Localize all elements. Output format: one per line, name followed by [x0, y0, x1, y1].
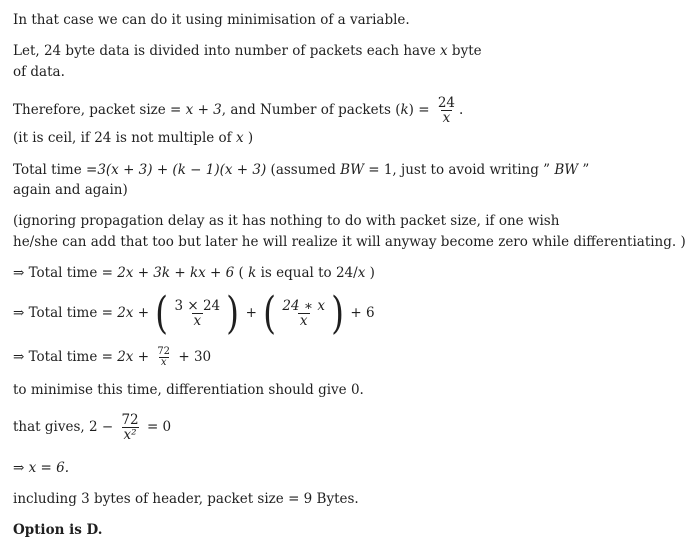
packets-fraction: $\frac{24}{x}$	[437, 94, 456, 126]
total-time-step-1: ⇒ Total time = 2x + 3k + kx + 6 ( k is equal to 24/x )	[13, 265, 375, 281]
minimise-text: to minimise this time, differentiation should give 0.	[13, 382, 364, 398]
fraction-72-over-x-squared: $\frac{72}{\text{x²}}$	[121, 411, 139, 443]
intro-text: In that case we can do it using minimisation of a variable.	[13, 12, 410, 28]
propagation-note-continued: he/she can add that too but later he will realize it will anyway become zero while differentiating. )	[13, 234, 686, 250]
final-answer: Option is D.	[13, 522, 103, 538]
derivative-equation: that gives, 2 − $\frac{72}{\text{x²}}$ = 0	[13, 411, 172, 443]
fraction-3x24-over-x: $\frac{3 \times 24}{x}$	[174, 297, 221, 329]
packet-size-formula: Therefore, packet size = x + 3, and Number of packets (k) = $\frac{24}{x}$ .	[13, 94, 464, 126]
fraction-72-over-x: $\frac{72}{x}$	[157, 345, 171, 368]
total-time-formula: Total time =3(x + 3) + (k − 1)(x + 3) (assumed BW = 1, just to avoid writing ” BW ”	[13, 162, 590, 178]
packet-size-result: including 3 bytes of header, packet size = 9 Bytes.	[13, 491, 359, 507]
ceil-note: (it is ceil, if 24 is not multiple of x )	[13, 130, 254, 146]
total-time-step-3: ⇒ Total time = 2x + $\frac{72}{x}$ + 30	[13, 345, 212, 368]
division-text: Let, 24 byte data is divided into number of packets each have x byte	[13, 43, 482, 59]
x-result: ⇒ x = 6.	[13, 460, 69, 476]
total-time-step-2: ⇒ Total time = 2x + ( $\frac{3 \times 24}{x}$ ) + ( $\frac{24 ∗ x}{x}$ ) + 6	[13, 287, 375, 339]
total-time-continued: again and again)	[13, 182, 128, 198]
fraction-24x-over-x: $\frac{24 ∗ x}{x}$	[282, 297, 325, 329]
propagation-note: (ignoring propagation delay as it has nothing to do with packet size, if one wish	[13, 213, 560, 229]
division-text-continued: of data.	[13, 64, 65, 80]
